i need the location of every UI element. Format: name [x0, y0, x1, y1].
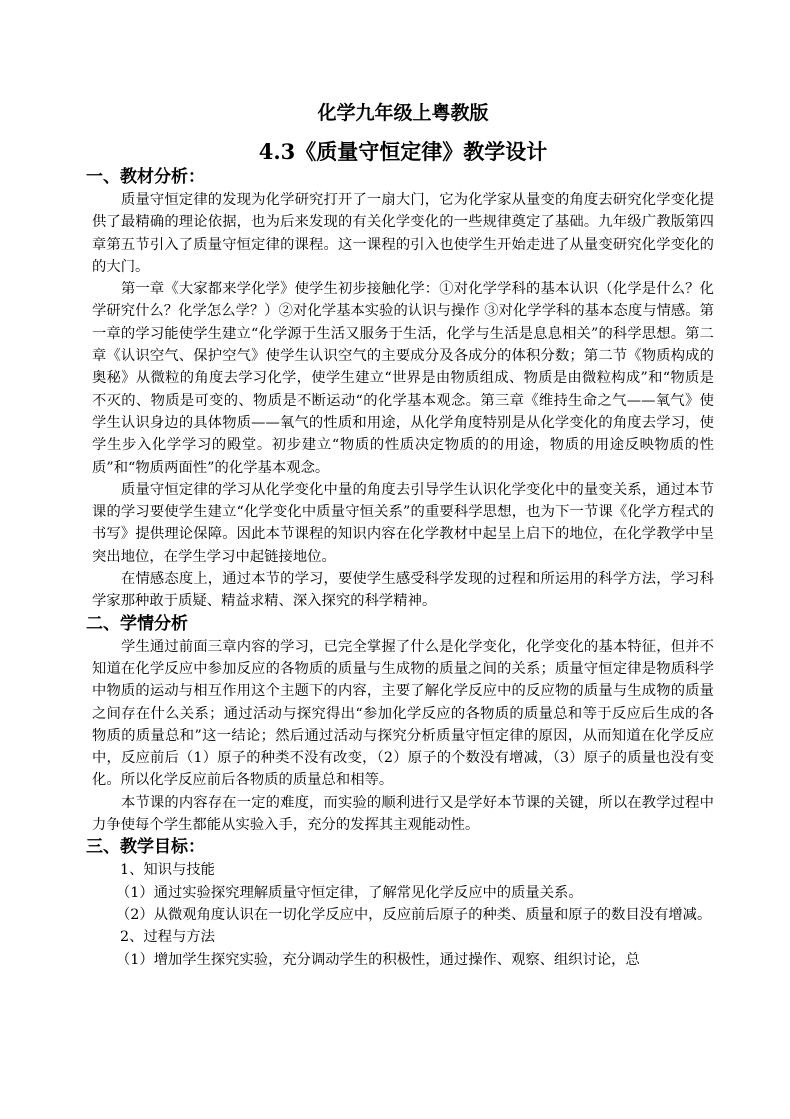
paragraph: 学生通过前面三章内容的学习，已完全掌握了什么是化学变化，化学变化的基本特征，但并不知道在化学反应中参加反应的各物质的质量与生成物的质量之间的关系；质量守恒定律是物质科学中物质的运动与相互作用这个主题下的内容，主要了解化学反应中的反应物的质量与生成物的质量之间存在什么关系；通过活动与探究得出“参加化学反应的各物质的质量总和等于反应后生成的各物质的质量总和”这一结论；然后通过活动与探究分析质量守恒定律的原因，从而知道在化学反应中，反应前后（1）原子的种类不没有改变，（2）原子的个数没有增减，（3）原子的质量也没有变化。所以化学反应前后各物质的质量总和相等。 [92, 638, 714, 789]
section-heading-textbook-analysis: 一、教材分析： [86, 167, 205, 187]
paragraph: 在情感态度上，通过本节的学习，要使学生感受科学发现的过程和所运用的科学方法，学习科学家那种敢于质疑、精益求精、深入探究的科学精神。 [92, 571, 714, 610]
subheading-process-methods: 2、过程与方法 [120, 929, 215, 946]
paragraph: 本节课的内容存在一定的难度，而实验的顺利进行又是学好本节课的关键，所以在教学过程中力争使每个学生都能从实验入手，充分的发挥其主观能动性。 [92, 794, 714, 834]
document-page [86, 100, 714, 971]
paragraph: 质量守恒定律的学习从化学变化中量的角度去引导学生认识化学变化中的量变关系，通过本节课的学习要使学生建立“化学变化中质量守恒关系”的重要科学思想，也为下一节课《化学方程式的书写》提供理论保障。因此本节课程的知识内容在化学教材中起呈上启下的地位，在化学教学中呈突出地位，在学生学习中起链接地位。 [92, 481, 714, 565]
document-title-lesson: 4.3《质量守恒定律》教学设计 [258, 139, 548, 164]
subheading-knowledge-skills: 1、知识与技能 [120, 862, 215, 879]
paragraph: 质量守恒定律的发现为化学研究打开了一扇大门，它为化学家从量变的角度去研究化学变化提供了最精确的理论依据，也为后来发现的有关化学变化的一些规律奠定了基础。九年级广教版第四章第五节引入了质量守恒定律的课程。这一课程的引入也使学生开始走进了从量变研究化学变化的的大门。 [92, 192, 714, 275]
paragraph: 第一章《大家都来学化学》使学生初步接触化学：①对化学学科的基本认识（化学是什么？化学研究什么？化学怎么学？）②对化学基本实验的认识与操作 ③对化学学科的基本态度与情感。第一章的学习能使学生建立“化学源于生活又服务于生活，化学与生活是息息相关”的科学思想。第二章《认识空气、保护空气》使学生认识空气的主要成分及各成分的体积分数；第二节《物质构成的奥秘》从微粒的角度去学习化学，使学生建立“世界是由物质组成、物质是由微粒构成”和“物质是不灭的、物质是可变的、物质是不断运动“的化学基本观念。第三章《维持生命之气——氧气》使学生认识身边的具体物质——氧气的性质和用途，从化学角度特别是从化学变化的角度去学习，使学生步入化学学习的殿堂。初步建立“物质的性质决定物质的的用途，物质的用途反映物质的性质”和“物质两面性”的化学基本观念。 [92, 281, 714, 476]
goal-item: （2）从微观角度认识在一切化学反应中，反应前后原子的种类、质量和原子的数目没有增减。 [116, 906, 712, 923]
goal-item: （1）增加学生探究实验，充分调动学生的积极性，通过操作、观察、组织讨论，总 [116, 951, 640, 968]
section-heading-learner-analysis: 二、学情分析 [86, 613, 188, 634]
goal-item: （1）通过实验探究理解质量守恒定律，了解常见化学反应中的质量关系。 [116, 884, 583, 901]
document-title-series: 化学九年级上粤教版 [317, 102, 489, 124]
section-heading-teaching-goals: 三、教学目标： [86, 837, 205, 858]
